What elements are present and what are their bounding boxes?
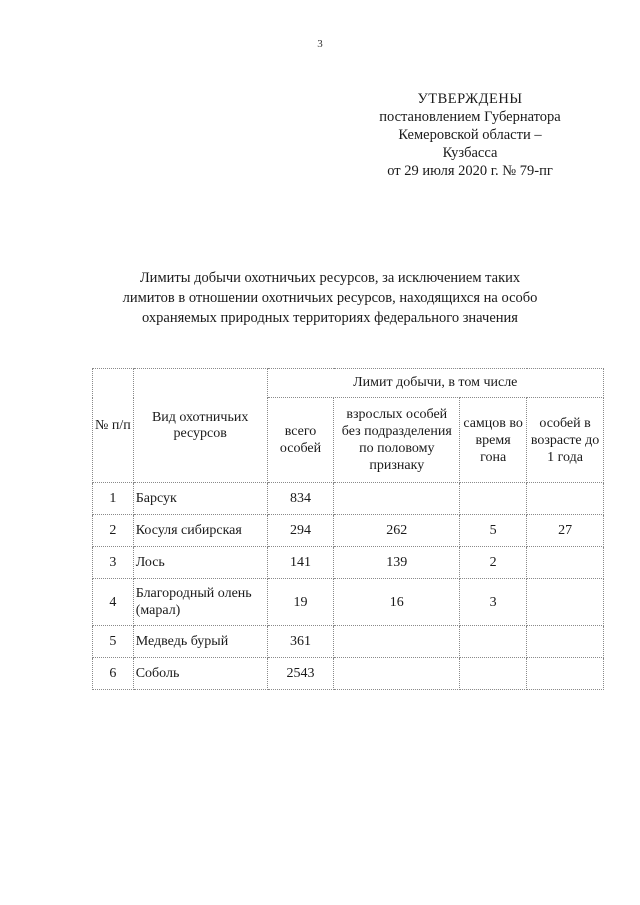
header-species: Вид охотничьих ресурсов — [133, 369, 267, 483]
cell-males: 5 — [460, 515, 527, 547]
cell-males — [460, 658, 527, 690]
cell-total: 141 — [267, 547, 334, 579]
cell-total: 19 — [267, 579, 334, 626]
document-title — [115, 268, 545, 328]
cell-species: Медведь бурый — [133, 626, 267, 658]
table-row — [93, 579, 604, 626]
cell-species: Благородный олень (марал) — [133, 579, 267, 626]
approval-line-2: Кемеровской области – — [398, 127, 542, 143]
table-row — [93, 658, 604, 690]
cell-young — [527, 626, 604, 658]
cell-males: 2 — [460, 547, 527, 579]
title-line-3: охраняемых природных территориях федерального значения — [142, 310, 518, 326]
approval-block — [360, 90, 580, 180]
title-line-1: Лимиты добычи охотничьих ресурсов, за исключением таких — [139, 270, 521, 286]
cell-adults — [334, 626, 460, 658]
cell-number: 4 — [93, 579, 134, 626]
header-total: всего особей — [267, 398, 334, 483]
title-line-2: лимитов в отношении охотничьих ресурсов, находящихся на особо — [122, 290, 538, 306]
cell-number: 6 — [93, 658, 134, 690]
header-adults: взрослых особей без подразделения по половому признаку — [334, 398, 460, 483]
header-number: № п/п — [93, 369, 134, 483]
cell-adults: 139 — [334, 547, 460, 579]
cell-number: 3 — [93, 547, 134, 579]
cell-young — [527, 547, 604, 579]
table-row — [93, 515, 604, 547]
page-number: 3 — [317, 38, 323, 50]
cell-young — [527, 579, 604, 626]
table-row — [93, 483, 604, 515]
cell-young — [527, 658, 604, 690]
table-row — [93, 626, 604, 658]
cell-total: 294 — [267, 515, 334, 547]
cell-males — [460, 626, 527, 658]
cell-adults: 262 — [334, 515, 460, 547]
limits-table — [92, 368, 604, 690]
header-males: самцов во время гона — [460, 398, 527, 483]
cell-number: 1 — [93, 483, 134, 515]
cell-total: 2543 — [267, 658, 334, 690]
approval-line-4: от 29 июля 2020 г. № 79-пг — [387, 163, 553, 179]
header-young: особей в возрасте до 1 года — [527, 398, 604, 483]
cell-total: 834 — [267, 483, 334, 515]
cell-species: Косуля сибирская — [133, 515, 267, 547]
cell-species: Барсук — [133, 483, 267, 515]
cell-young: 27 — [527, 515, 604, 547]
cell-number: 2 — [93, 515, 134, 547]
table-row — [93, 547, 604, 579]
cell-males — [460, 483, 527, 515]
cell-young — [527, 483, 604, 515]
cell-adults — [334, 483, 460, 515]
cell-adults — [334, 658, 460, 690]
table-header-row — [93, 369, 604, 398]
cell-species: Лось — [133, 547, 267, 579]
cell-total: 361 — [267, 626, 334, 658]
cell-adults: 16 — [334, 579, 460, 626]
approval-heading: УТВЕРЖДЕНЫ — [417, 91, 523, 107]
cell-males: 3 — [460, 579, 527, 626]
header-limit-group: Лимит добычи, в том числе — [267, 369, 603, 398]
cell-number: 5 — [93, 626, 134, 658]
cell-species: Соболь — [133, 658, 267, 690]
approval-line-1: постановлением Губернатора — [379, 109, 561, 125]
approval-line-3: Кузбасса — [442, 145, 498, 161]
